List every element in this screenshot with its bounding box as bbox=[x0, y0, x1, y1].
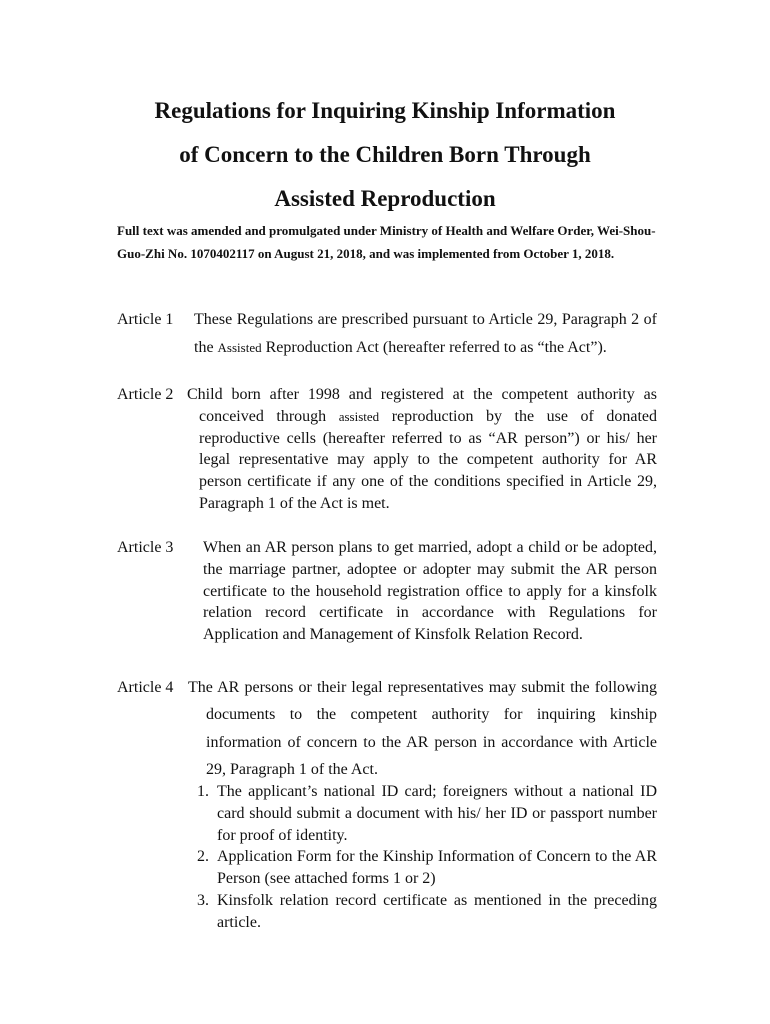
article-text: When an AR person plans to get married, adopt a child or be adopted, the marriage partner, adoptee or adopter may submit the AR person certificate to the household registration office to apply for a kinsfolk relation record certificate in accordance with Regulations for Application and Management of Kinsfolk Relation Record. bbox=[203, 539, 657, 644]
list-marker: 3. bbox=[197, 891, 209, 909]
article-label: Article 2 bbox=[117, 386, 174, 403]
list-item bbox=[197, 890, 657, 934]
list-item-text: Application Form for the Kinship Information of Concern to the AR Person (see attached forms 1 or 2) bbox=[217, 848, 657, 888]
article-text-first: The AR persons or their legal representatives may submit the bbox=[188, 679, 590, 696]
article-text-small: Assisted bbox=[217, 339, 262, 355]
article-4 bbox=[117, 674, 657, 783]
article-text-part: Reproduction Act (hereafter referred to as “the Act”). bbox=[265, 338, 607, 356]
article-label: Article 3 bbox=[117, 539, 174, 556]
list-item-text: Kinsfolk relation record certificate as mentioned in the preceding article. bbox=[217, 891, 657, 931]
list-item-text: The applicant’s national ID card; foreigners without a national ID card should submit a document with his/ her ID or passport number for proof of identity. bbox=[217, 783, 657, 844]
list-marker: 1. bbox=[197, 783, 209, 800]
article-text-part: These Regulations are prescribed pursuant to Article 29, Paragraph 2 of the bbox=[194, 311, 657, 356]
article-2 bbox=[117, 384, 657, 515]
article-text bbox=[187, 384, 658, 515]
article-text-rest: following documents to the competent authority for inquiring kinship information of concern to the AR person in accordance with Article 29, Paragraph 1 of the Act. bbox=[206, 679, 658, 778]
list-marker: 2. bbox=[197, 848, 209, 866]
list-item bbox=[197, 781, 657, 846]
article-text-part: Child born after 1998 and registered at the competent authority as conceived through bbox=[187, 386, 657, 425]
article-3 bbox=[117, 537, 657, 646]
article-text bbox=[194, 306, 657, 361]
document-title bbox=[60, 89, 710, 221]
article-label: Article 4 bbox=[117, 679, 174, 696]
title-line-3: Assisted Reproduction bbox=[274, 186, 496, 211]
title-line-2: of Concern to the Children Born Through bbox=[179, 142, 591, 167]
article-1 bbox=[117, 306, 657, 361]
title-line-1: Regulations for Inquiring Kinship Information bbox=[154, 98, 616, 123]
list-item bbox=[197, 846, 657, 890]
promulgation-note: Full text was amended and promulgated under Ministry of Health and Welfare Order, Wei-Shou-Guo-Zhi No. 1070402117 on August 21, 2018, and was implemented from October 1, 2018. bbox=[117, 223, 656, 261]
article-text-part: reproduction by the use of donated reproductive cells (hereafter referred to as “AR person”) or his/ her legal representative may apply to the competent authority for AR person certificate if any one of the conditions specified in Article 29, Paragraph 1 of the Act is met. bbox=[199, 407, 658, 512]
required-documents-list bbox=[197, 781, 657, 934]
article-text bbox=[188, 674, 658, 783]
article-text-small: assisted bbox=[338, 408, 380, 424]
article-label: Article 1 bbox=[117, 311, 174, 328]
